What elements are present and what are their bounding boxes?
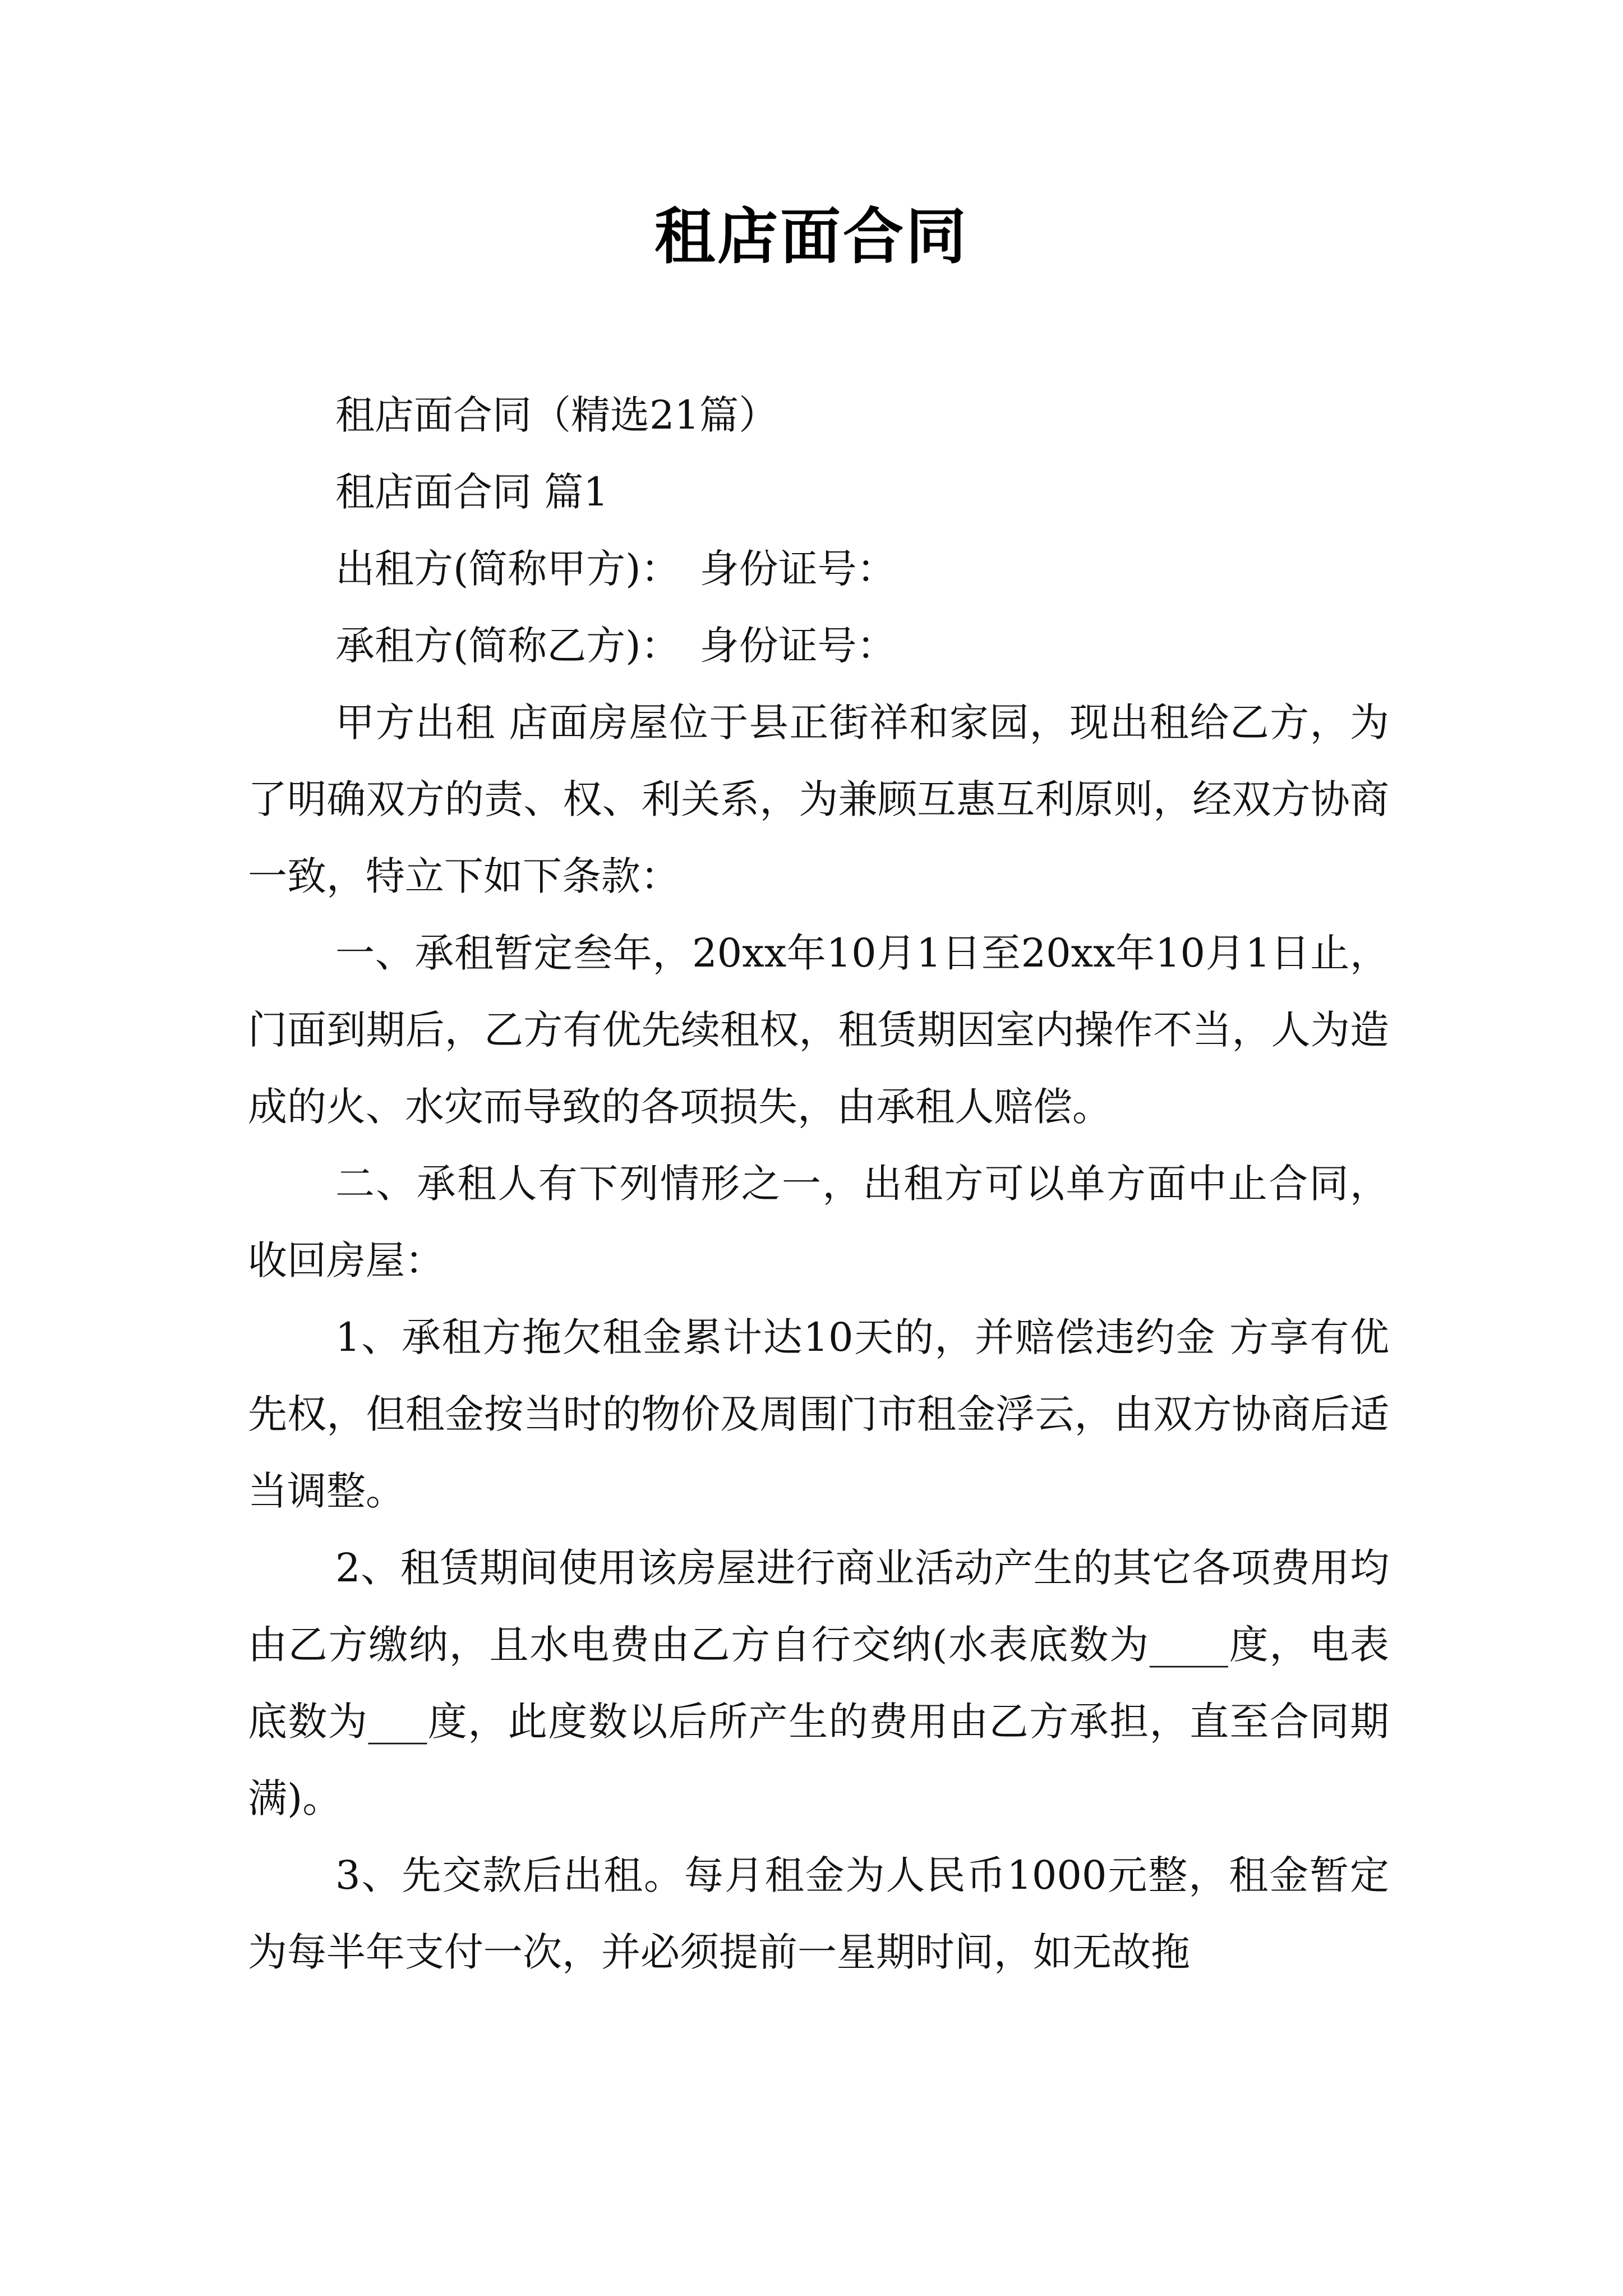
document-body bbox=[248, 377, 1389, 1991]
paragraph-clause-2: 二、承租人有下列情形之一，出租方可以单方面中止合同，收回房屋： bbox=[248, 1161, 1389, 1283]
paragraph-item-1: 1、承租方拖欠租金累计达10天的，并赔偿违约金 方享有优先权，但租金按当时的物价及周围门市租金浮云，由双方协商后适当调整。 bbox=[248, 1314, 1389, 1514]
paragraph-preamble: 甲方出租 店面房屋位于县正街祥和家园，现出租给乙方，为了明确双方的责、权、利关系，为兼顾互惠互利原则，经双方协商一致，特立下如下条款： bbox=[248, 700, 1389, 899]
paragraph-lessee: 承租方(简称乙方)： 身份证号： bbox=[335, 623, 896, 669]
paragraph-lessor: 出租方(简称甲方)： 身份证号： bbox=[335, 546, 896, 592]
paragraph-clause-1: 一、承租暂定叁年，20xx年10月1日至20xx年10月1日止，门面到期后，乙方有优先续租权，租赁期因室内操作不当，人为造成的火、水灾而导致的各项损失，由承租人赔偿。 bbox=[248, 930, 1389, 1130]
paragraph-item-3: 3、先交款后出租。每月租金为人民币1000元整，租金暂定为每半年支付一次，并必须提前一星期时间，如无故拖 bbox=[248, 1852, 1389, 1975]
paragraph-item-2: 2、租赁期间使用该房屋进行商业活动产生的其它各项费用均由乙方缴纳，且水电费由乙方自行交纳(水表底数为____度，电表底数为___度，此度数以后所产生的费用由乙方承担，直至合同期满)。 bbox=[248, 1545, 1389, 1821]
paragraph-subtitle: 租店面合同（精选21篇） bbox=[335, 392, 778, 438]
paragraph-section-heading: 租店面合同 篇1 bbox=[335, 469, 608, 515]
document-title: 租店面合同 bbox=[654, 201, 969, 272]
